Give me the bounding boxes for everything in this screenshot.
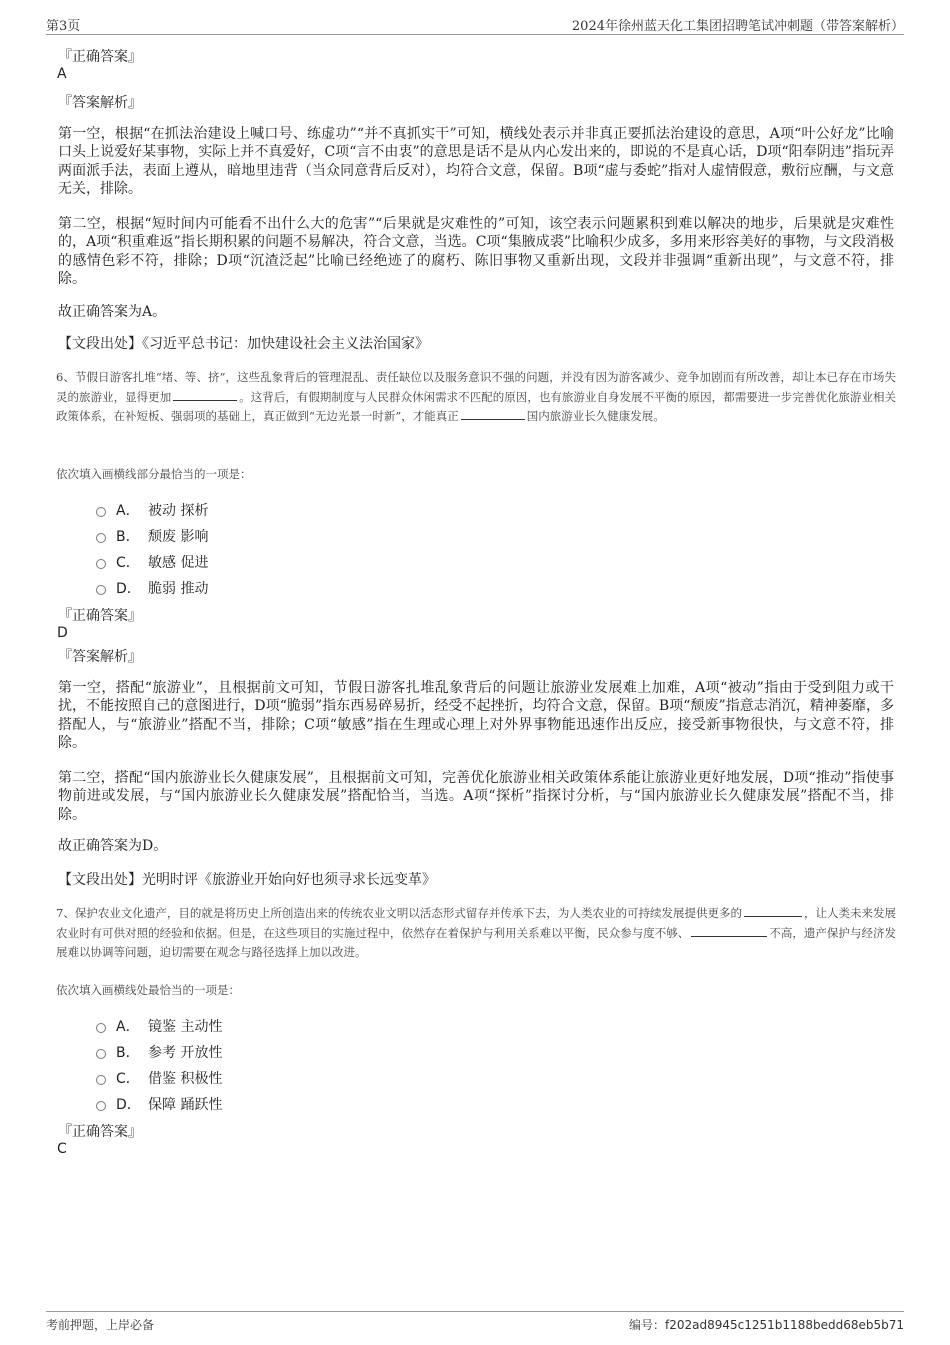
option-letter: D．	[116, 1097, 141, 1113]
option-letter: C．	[116, 555, 140, 571]
option-text: 保障 踊跃性	[148, 1097, 223, 1113]
radio-icon[interactable]	[96, 1101, 106, 1111]
radio-icon[interactable]	[96, 507, 106, 517]
q7-stem-part2: ，让人类未来发展农业时有可供对照的经验和依据。但是，在这些项目的实施过程中，依然存在着保护与利用关系难以平衡，民众参与度不够、	[56, 906, 897, 940]
q6-analysis-label: 『答案解析』	[58, 649, 142, 665]
q6-stem	[56, 368, 896, 427]
q7-blank-2	[691, 924, 767, 937]
q6-stem-part1: 6、节假日游客扎堆“堵、等、挤”，这些乱象背后的管理混乱、责任缺位以及服务意识不强的问题，并没有因为游客减少、竞争加剧而有所改善，却让本已存在市场失灵的旅游业，显得更加	[56, 370, 896, 404]
option-text: 颓废 影响	[148, 529, 209, 545]
q6-prompt: 依次填入画横线部分最恰当的一项是：	[56, 467, 252, 481]
document-title: 2024年徐州蓝天化工集团招聘笔试冲刺题（带答案解析）	[571, 19, 904, 34]
q6-option-c[interactable]	[96, 552, 208, 572]
q7-prompt: 依次填入画横线处最恰当的一项是：	[56, 983, 240, 997]
radio-icon[interactable]	[96, 585, 106, 595]
q5-analysis-label: 『答案解析』	[58, 95, 142, 111]
footer-code-label: 编号：	[629, 1318, 666, 1332]
q7-blank-1	[744, 904, 802, 917]
q6-source-label: 【文段出处】	[58, 872, 142, 888]
radio-icon[interactable]	[96, 533, 106, 543]
option-letter: A．	[116, 503, 140, 519]
option-letter: D．	[116, 581, 141, 597]
page-number: 第3页	[46, 19, 81, 34]
option-text: 脆弱 推动	[148, 581, 209, 597]
q7-stem-part3: 不高，遗产保护与经济发展难以协调等问题，迫切需要在观念与路径选择上加以改进。	[56, 925, 896, 959]
option-text: 借鉴 积极性	[148, 1071, 223, 1087]
q6-analysis-conclusion: 故正确答案为D。	[58, 838, 168, 854]
option-letter: C．	[116, 1071, 140, 1087]
q6-answer: D	[57, 625, 68, 641]
q6-stem-part2: 。这背后，有假期制度与人民群众休闲需求不匹配的原因，也有旅游业自身发展不平衡的原因，都需要进一步完善优化旅游业相关政策体系，在补短板、强弱项的基础上，真正做到“无边光景一时新”，才能真正	[56, 389, 897, 423]
q5-answer: A	[57, 66, 67, 82]
option-text: 被动 探析	[148, 503, 209, 519]
q6-blank-1	[173, 388, 237, 401]
q5-source	[58, 335, 894, 353]
option-letter: A．	[116, 1019, 140, 1035]
q6-stem-part3: 国内旅游业长久健康发展。	[526, 409, 665, 423]
q5-correct-label: 『正确答案』	[58, 49, 142, 65]
q5-analysis-para-2: 第二空，根据“短时间内可能看不出什么大的危害”“后果就是灾难性的”可知，该空表示问题累积到难以解决的地步，后果就是灾难性的，A项“积重难返”指长期积累的问题不易解决，符合文意，当选。C项“集腋成裘”比喻积少成多，多用来形容美好的事物，与文段消极的感情色彩不符，排除；D项“沉渣泛起”比喻已经绝迹了的腐朽、陈旧事物又重新出现，文段并非强调“重新出现”，与文意不符，排除。	[58, 216, 894, 287]
page-header	[46, 14, 904, 35]
option-text: 参考 开放性	[148, 1045, 223, 1061]
option-letter: B．	[116, 529, 140, 545]
q5-analysis-para-1: 第一空，根据“在抓法治建设上喊口号、练虚功”“并不真抓实干”可知，横线处表示并非真正要抓法治建设的意思，A项“叶公好龙”比喻口头上说爱好某事物，实际上并不真爱好，C项“言不由衷”的意思是话不是从内心发出来的，即说的不是真心话，D项“阳奉阴违”指玩弄两面派手法，表面上遵从，暗地里违背（当众同意背后反对），均符合文意，保留。B项“虚与委蛇”指对人虚情假意，敷衍应酬，与文意无关，排除。	[58, 126, 894, 197]
q7-option-b[interactable]	[96, 1042, 222, 1062]
q5-analysis-conclusion: 故正确答案为A。	[58, 304, 167, 320]
radio-icon[interactable]	[96, 1023, 106, 1033]
radio-icon[interactable]	[96, 1075, 106, 1085]
q5-source-label: 【文段出处】	[58, 336, 142, 352]
q6-option-d[interactable]	[96, 578, 208, 598]
q7-stem	[56, 904, 896, 963]
footer-code	[629, 1316, 904, 1333]
q6-blank-2	[461, 407, 525, 420]
footer-slogan: 考前押题，上岸必备	[46, 1318, 155, 1332]
q7-option-d[interactable]	[96, 1094, 222, 1114]
q6-source-text: 光明时评《旅游业开始向好也须寻求长远变革》	[142, 872, 436, 888]
footer-code-value: f202ad8945c1251b1188bedd68eb5b71	[665, 1318, 904, 1332]
q6-source	[58, 871, 894, 889]
q7-option-c[interactable]	[96, 1068, 222, 1088]
radio-icon[interactable]	[96, 559, 106, 569]
q6-analysis-para-2: 第二空，搭配“国内旅游业长久健康发展”，且根据前文可知，完善优化旅游业相关政策体系能让旅游业更好地发展，D项“推动”指使事物前进或发展，与“国内旅游业长久健康发展”搭配恰当，当选。A项“探析”指探讨分析，与“国内旅游业长久健康发展”搭配不当，排除。	[58, 770, 894, 823]
q5-source-text: 《习近平总书记：加快建设社会主义法治国家》	[142, 336, 429, 352]
q6-correct-label: 『正确答案』	[58, 608, 142, 624]
q7-answer: C	[57, 1141, 67, 1157]
q6-option-a[interactable]	[96, 500, 208, 520]
option-letter: B．	[116, 1045, 140, 1061]
page-footer	[46, 1311, 904, 1334]
q7-option-a[interactable]	[96, 1016, 222, 1036]
q7-correct-label: 『正确答案』	[58, 1124, 142, 1140]
q6-analysis-para-1: 第一空，搭配“旅游业”，且根据前文可知，节假日游客扎堆乱象背后的问题让旅游业发展难上加难，A项“被动”指由于受到阻力或干扰，不能按照自己的意图进行，D项“脆弱”指东西易碎易折，经受不起挫折，均符合文意，保留。B项“颓废”指意志消沉，精神萎靡，多搭配人，与“旅游业”搭配不当，排除；C项“敏感”指在生理或心理上对外界事物能迅速作出反应，接受新事物很快，与文意不符，排除。	[58, 680, 894, 751]
option-text: 镜鉴 主动性	[148, 1019, 223, 1035]
q7-stem-part1: 7、保护农业文化遗产，目的就是将历史上所创造出来的传统农业文明以活态形式留存并传承下去，为人类农业的可持续发展提供更多的	[56, 906, 742, 920]
radio-icon[interactable]	[96, 1049, 106, 1059]
option-text: 敏感 促进	[148, 555, 209, 571]
q6-option-b[interactable]	[96, 526, 208, 546]
